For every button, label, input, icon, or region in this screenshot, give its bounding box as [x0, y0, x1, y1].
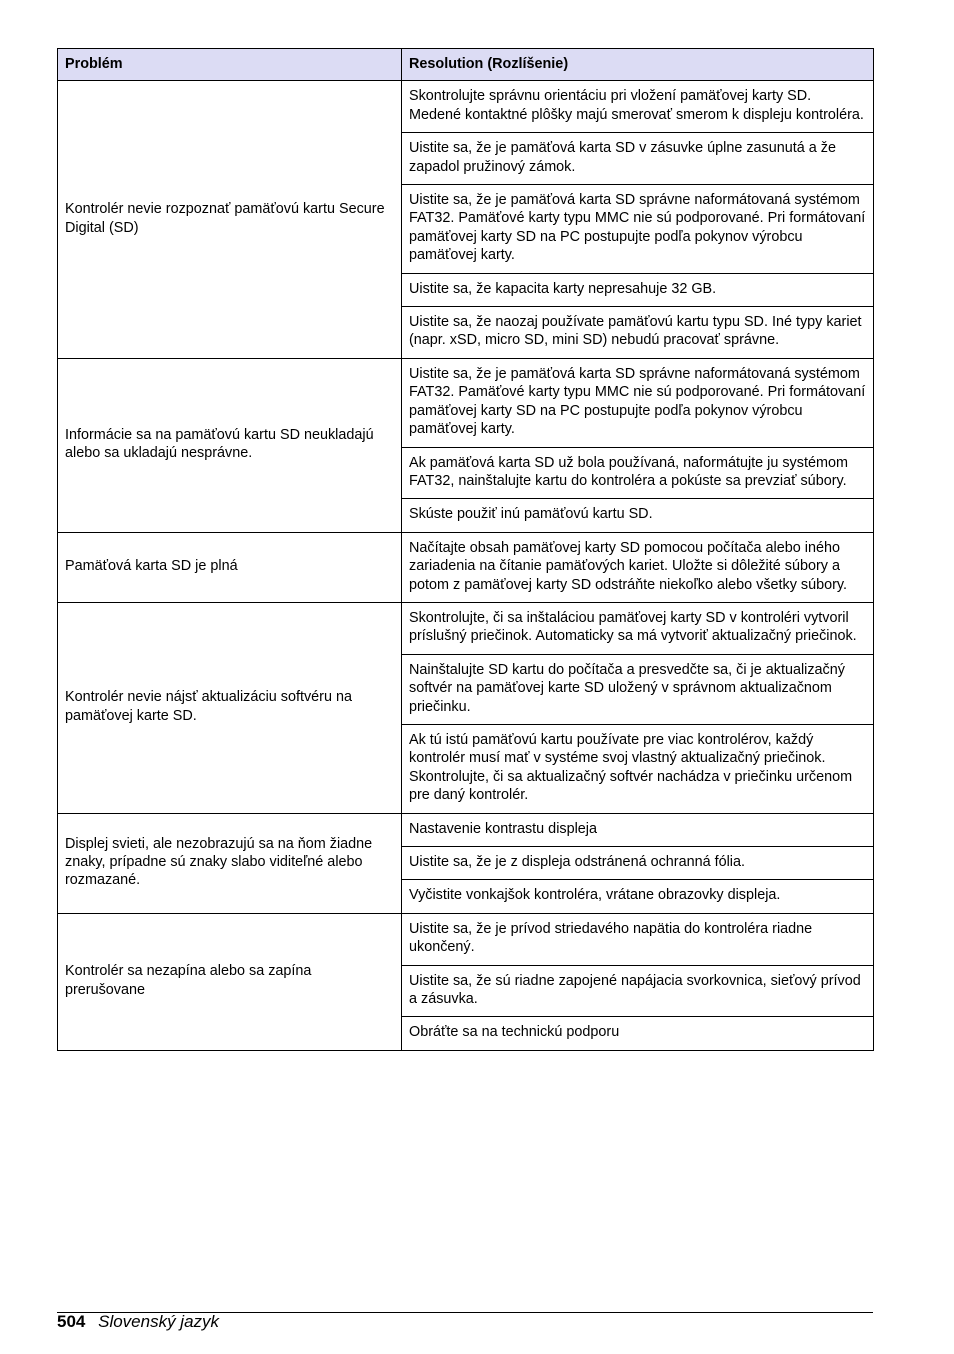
resolution-cell: Uistite sa, že je pamäťová karta SD v zásuvke úplne zasunutá a že zapadol pružinový zámok.	[402, 133, 874, 185]
table-row	[58, 602, 874, 654]
page-number: 504	[57, 1312, 86, 1331]
resolution-cell: Nastavenie kontrastu displeja	[402, 813, 874, 846]
resolution-cell: Skontrolujte, či sa inštaláciou pamäťovej karty SD v kontroléri vytvoril príslušný priečinok. Automaticky sa má vytvoriť aktualizačný priečinok.	[402, 602, 874, 654]
resolution-cell: Obráťte sa na technickú podporu	[402, 1017, 874, 1050]
table-row	[58, 913, 874, 965]
table-row	[58, 813, 874, 846]
resolution-cell: Uistite sa, že je pamäťová karta SD správne naformátovaná systémom FAT32. Pamäťové karty typu MMC nie sú podporované. Pri formátovaní pamäťovej karty SD na PC postupujte podľa pokynov výrobcu pamäťovej karty.	[402, 185, 874, 274]
resolution-cell: Uistite sa, že je pamäťová karta SD správne naformátovaná systémom FAT32. Pamäťové karty typu MMC nie sú podporované. Pri formátovaní pamäťovej karty SD na PC postupujte podľa pokynov výrobcu pamäťovej karty.	[402, 358, 874, 447]
resolution-cell: Načítajte obsah pamäťovej karty SD pomocou počítača alebo iného zariadenia na čítanie pamäťových kariet. Uložte si dôležité súbory a potom z pamäťovej karty SD odstráňte niekoľko alebo všetky súbory.	[402, 532, 874, 602]
problem-cell: Pamäťová karta SD je plná	[58, 532, 402, 602]
table-row	[58, 81, 874, 133]
problem-column-header: Problém	[58, 49, 402, 81]
resolution-cell: Nainštalujte SD kartu do počítača a presvedčte sa, či je aktualizačný softvér na pamäťovej karte SD uložený v správnom aktualizačnom priečinku.	[402, 654, 874, 724]
table-header-row	[58, 49, 874, 81]
resolution-cell: Vyčistite vonkajšok kontroléra, vrátane obrazovky displeja.	[402, 880, 874, 913]
resolution-cell: Ak tú istú pamäťovú kartu používate pre viac kontrolérov, každý kontrolér musí mať v systéme svoj vlastný aktualizačný priečinok. Skontrolujte, či sa aktualizačný softvér nachádza v priečinku určenom pre daný kontrolér.	[402, 724, 874, 813]
problem-cell: Displej svieti, ale nezobrazujú sa na ňom žiadne znaky, prípadne sú znaky slabo viditeľné alebo rozmazané.	[58, 813, 402, 913]
resolution-cell: Skúste použiť inú pamäťovú kartu SD.	[402, 499, 874, 532]
problem-cell: Kontrolér nevie nájsť aktualizáciu softvéru na pamäťovej karte SD.	[58, 602, 402, 813]
problem-cell: Kontrolér sa nezapína alebo sa zapína prerušovane	[58, 913, 402, 1050]
resolution-cell: Uistite sa, že kapacita karty nepresahuje 32 GB.	[402, 273, 874, 306]
table-row	[58, 532, 874, 602]
problem-cell: Informácie sa na pamäťovú kartu SD neukladajú alebo sa ukladajú nesprávne.	[58, 358, 402, 532]
resolution-cell: Uistite sa, že naozaj používate pamäťovú kartu typu SD. Iné typy kariet (napr. xSD, micro SD, mini SD) nebudú pracovať správne.	[402, 307, 874, 359]
resolution-column-header: Resolution (Rozlíšenie)	[402, 49, 874, 81]
resolution-cell: Skontrolujte správnu orientáciu pri vložení pamäťovej karty SD. Medené kontaktné plôšky majú smerovať smerom k displeju kontroléra.	[402, 81, 874, 133]
page-footer	[57, 1311, 219, 1333]
table-row	[58, 358, 874, 447]
resolution-cell: Ak pamäťová karta SD už bola používaná, naformátujte ju systémom FAT32, nainštalujte kartu do kontroléra a pokúste sa prevziať súbory.	[402, 447, 874, 499]
resolution-cell: Uistite sa, že sú riadne zapojené napájacia svorkovnica, sieťový prívod a zásuvka.	[402, 965, 874, 1017]
resolution-cell: Uistite sa, že je z displeja odstránená ochranná fólia.	[402, 847, 874, 880]
footer-language-label: Slovenský jazyk	[98, 1312, 220, 1331]
problem-cell: Kontrolér nevie rozpoznať pamäťovú kartu Secure Digital (SD)	[58, 81, 402, 358]
troubleshooting-table	[57, 48, 874, 1051]
resolution-cell: Uistite sa, že je prívod striedavého napätia do kontroléra riadne ukončený.	[402, 913, 874, 965]
